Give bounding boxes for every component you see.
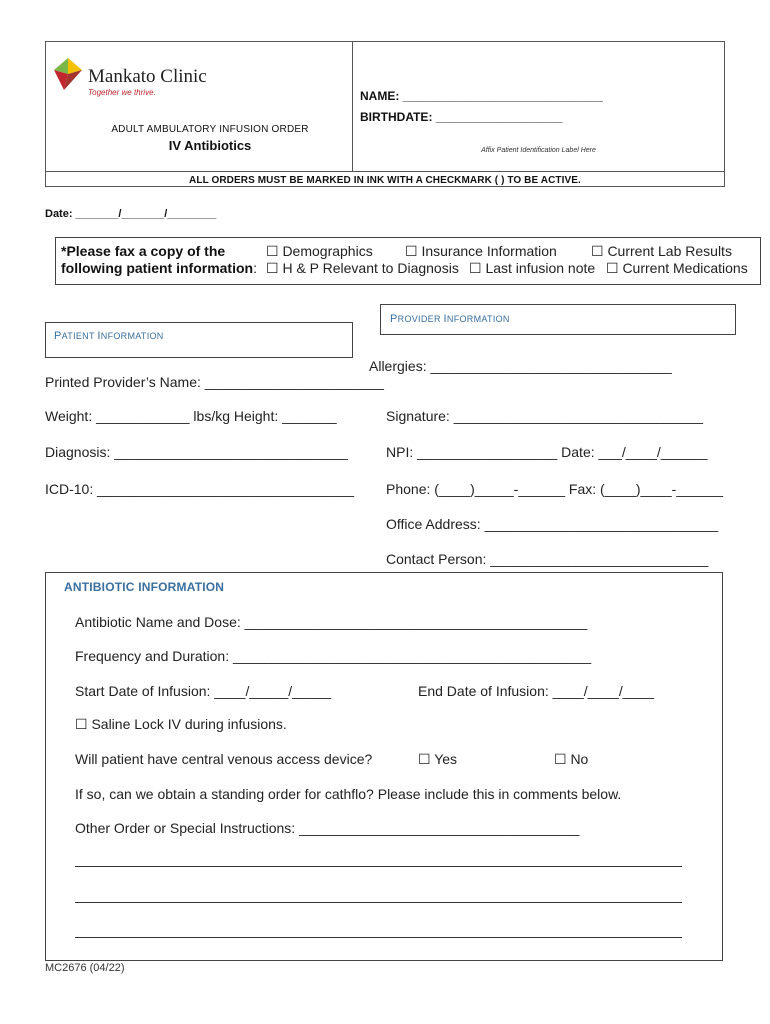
icd10-field[interactable]: ICD-10: _________________________________ xyxy=(45,481,355,497)
form-code: MC2676 (04/22) xyxy=(45,962,125,974)
fax-option-medications[interactable]: ☐ Current Medications xyxy=(606,260,748,276)
central-access-question: Will patient have central venous access device? xyxy=(75,751,373,767)
contact-person-field[interactable]: Contact Person: ____________________________ xyxy=(386,551,709,567)
central-access-yes-checkbox[interactable]: ☐ Yes xyxy=(418,751,458,767)
provider-info-label: PROVIDER INFORMATION xyxy=(390,313,510,325)
npi-date-field[interactable]: NPI: __________________ Date: ___/____/______ xyxy=(386,444,708,460)
fax-prompt: following patient information: xyxy=(61,260,257,276)
antibiotic-info-title: ANTIBIOTIC INFORMATION xyxy=(64,580,225,594)
signature-field[interactable]: Signature: ________________________________ xyxy=(386,408,703,424)
fax-option-demographics[interactable]: ☐ Demographics xyxy=(266,243,373,259)
instructions-line[interactable] xyxy=(75,866,682,867)
diagnosis-field[interactable]: Diagnosis: ______________________________ xyxy=(45,444,348,460)
weight-height-field[interactable]: Weight: ____________ lbs/kg Height: _______ xyxy=(45,408,337,424)
order-subtitle: ADULT AMBULATORY INFUSION ORDER xyxy=(111,124,309,135)
printed-provider-name-field[interactable]: Printed Provider’s Name: _______________________ xyxy=(45,374,384,390)
fax-option-hp[interactable]: ☐ H & P Relevant to Diagnosis xyxy=(266,260,459,276)
brand-name: Mankato Clinic xyxy=(88,66,207,87)
end-date-field[interactable]: End Date of Infusion: ____/____/____ xyxy=(418,683,654,699)
checkmark-banner: ALL ORDERS MUST BE MARKED IN INK WITH A CHECKMARK ( ) TO BE ACTIVE. xyxy=(189,175,581,186)
antibiotic-name-dose-field[interactable]: Antibiotic Name and Dose: ____________________________________________ xyxy=(75,614,588,630)
fax-option-insurance[interactable]: ☐ Insurance Information xyxy=(405,243,557,259)
instructions-line[interactable] xyxy=(75,902,682,903)
saline-lock-checkbox[interactable]: ☐ Saline Lock IV during infusions. xyxy=(75,716,287,732)
fax-option-lab-results[interactable]: ☐ Current Lab Results xyxy=(591,243,732,259)
frequency-duration-field[interactable]: Frequency and Duration: ______________________________________________ xyxy=(75,648,592,664)
central-access-no-checkbox[interactable]: ☐ No xyxy=(554,751,589,767)
start-date-field[interactable]: Start Date of Infusion: ____/_____/_____ xyxy=(75,683,332,699)
fax-option-last-infusion[interactable]: ☐ Last infusion note xyxy=(469,260,596,276)
phone-fax-field[interactable]: Phone: (____)_____-______ Fax: (____)____-______ xyxy=(386,481,724,497)
fax-prompt: *Please fax a copy of the xyxy=(61,243,226,259)
patient-name-field[interactable]: NAME: ______________________________ xyxy=(360,89,603,103)
header-divider xyxy=(45,171,725,172)
patient-info-label: PATIENT INFORMATION xyxy=(54,330,164,342)
brand-tagline: Together we thrive. xyxy=(88,88,156,97)
other-orders-field[interactable]: Other Order or Special Instructions: ____________________________________ xyxy=(75,820,580,836)
affix-label-note: Affix Patient Identification Label Here xyxy=(481,147,596,154)
mankato-clinic-logo-icon xyxy=(54,58,82,90)
order-title: IV Antibiotics xyxy=(168,138,252,153)
instructions-line[interactable] xyxy=(75,937,682,938)
order-date-field[interactable]: Date: _______/_______/________ xyxy=(45,208,217,220)
patient-birthdate-field[interactable]: BIRTHDATE: ___________________ xyxy=(360,110,563,124)
cathflo-question: If so, can we obtain a standing order for cathflo? Please include this in comments below. xyxy=(75,786,622,802)
office-address-field[interactable]: Office Address: ______________________________ xyxy=(386,516,719,532)
allergies-field[interactable]: Allergies: _______________________________ xyxy=(369,358,672,374)
